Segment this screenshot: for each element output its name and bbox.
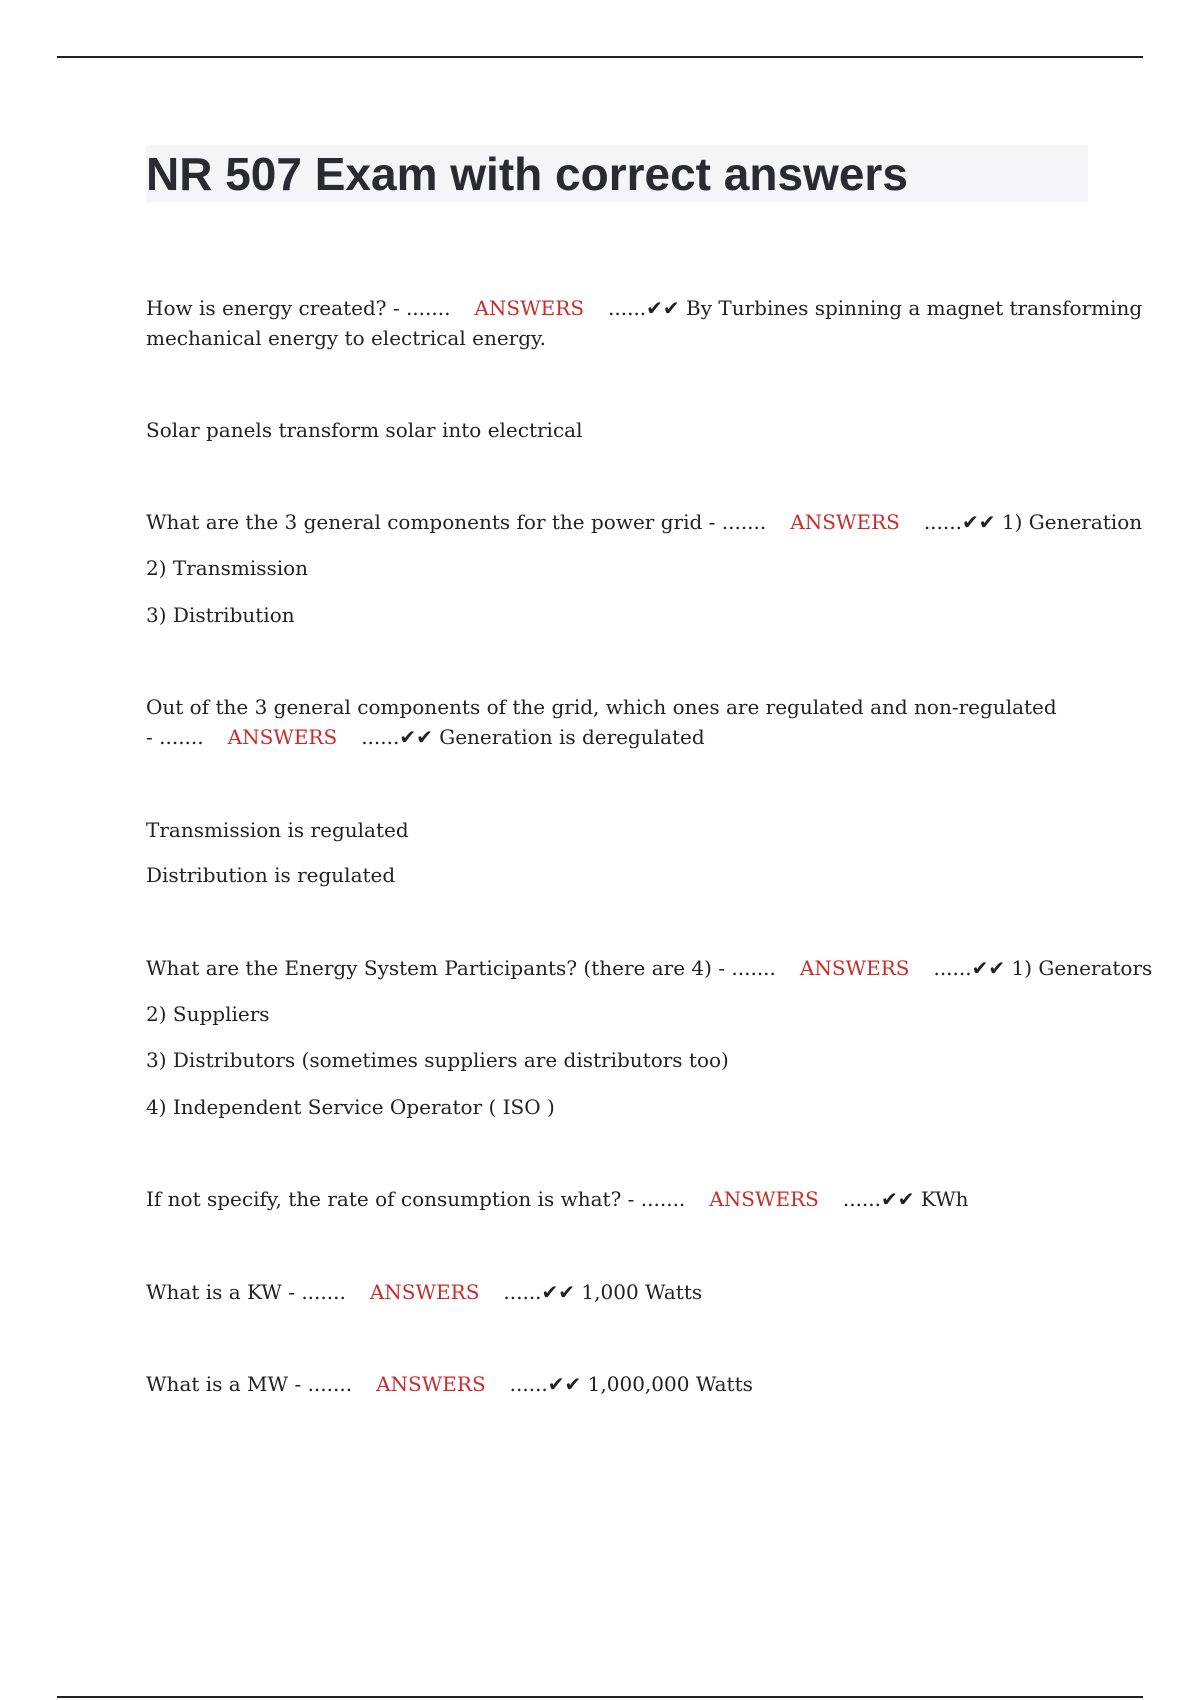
qa-4-line [146, 953, 1153, 983]
list-item-distributors: 3) Distributors (sometimes suppliers are distributors too) [146, 1048, 729, 1072]
qa-3-answer-prefix: ......✔✔ [361, 725, 433, 749]
qa-2-line [146, 507, 1143, 537]
list-item-distribution: 3) Distribution [146, 603, 295, 627]
note-solar: Solar panels transform solar into electrical [146, 418, 583, 442]
qa-2-answer-prefix: ......✔✔ [923, 510, 996, 534]
qa-2-answer: 1) Generation [1001, 510, 1143, 534]
qa-2-answers-label: ANSWERS [790, 510, 900, 534]
qa-7-line [146, 1369, 1086, 1399]
qa-7-answer: 1,000,000 Watts [587, 1372, 753, 1396]
qa-5-line [146, 1184, 1086, 1214]
qa-1-line [146, 293, 1143, 323]
top-divider [57, 56, 1143, 58]
qa-7-answer-prefix: ......✔✔ [509, 1372, 582, 1396]
qa-5-question: If not specify, the rate of consumption is what? - ....... [146, 1187, 686, 1211]
qa-3-answers-label: ANSWERS [227, 725, 338, 749]
page-title: NR 507 Exam with correct answers [146, 148, 908, 200]
qa-3-question-cont: - ....... [146, 725, 204, 749]
qa-3-question-line: Out of the 3 general components of the grid, which ones are regulated and non-regulated [146, 695, 1057, 719]
qa-5-answers-label: ANSWERS [709, 1187, 819, 1211]
qa-1-answers-label: ANSWERS [474, 296, 585, 320]
list-item-suppliers: 2) Suppliers [146, 1002, 270, 1026]
qa-3-line [146, 722, 1086, 752]
qa-4-answer-prefix: ......✔✔ [933, 956, 1006, 980]
qa-6-answer: 1,000 Watts [581, 1280, 703, 1304]
list-item-transmission: 2) Transmission [146, 556, 309, 580]
qa-6-answer-prefix: ......✔✔ [503, 1280, 576, 1304]
qa-1-answer-prefix: ......✔✔ [608, 296, 680, 320]
qa-4-question: What are the Energy System Participants? (there are 4) - ....... [146, 956, 776, 980]
qa-7-question: What is a MW - ....... [146, 1372, 353, 1396]
qa-1-answer: By Turbines spinning a magnet transforming [686, 296, 1143, 320]
qa-7-answers-label: ANSWERS [376, 1372, 486, 1396]
qa-6-line [146, 1277, 1086, 1307]
qa-6-question: What is a KW - ....... [146, 1280, 346, 1304]
note-transmission-regulated: Transmission is regulated [146, 818, 409, 842]
qa-5-answer-prefix: ......✔✔ [842, 1187, 915, 1211]
bottom-divider [57, 1696, 1143, 1698]
qa-5-answer: KWh [920, 1187, 969, 1211]
qa-1-question: How is energy created? - ....... [146, 296, 451, 320]
qa-6-answers-label: ANSWERS [369, 1280, 480, 1304]
note-distribution-regulated: Distribution is regulated [146, 863, 396, 887]
qa-2-question: What are the 3 general components for the power grid - ....... [146, 510, 767, 534]
qa-3-answer: Generation is deregulated [439, 725, 705, 749]
qa-4-answer: 1) Generators [1011, 956, 1153, 980]
qa-1-answer-continuation: mechanical energy to electrical energy. [146, 326, 547, 350]
qa-4-answers-label: ANSWERS [799, 956, 910, 980]
list-item-iso: 4) Independent Service Operator ( ISO ) [146, 1095, 555, 1119]
